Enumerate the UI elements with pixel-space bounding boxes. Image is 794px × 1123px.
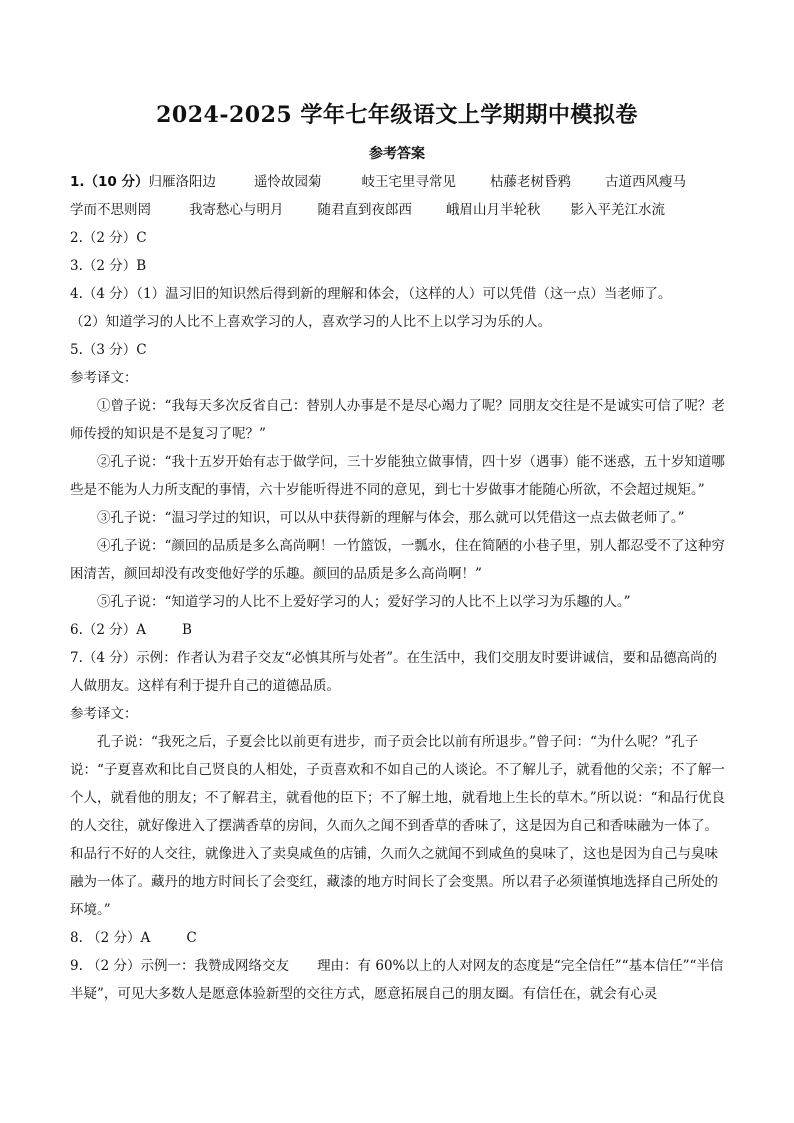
q1-answer-item: 古道西风瘦马 [605,174,687,190]
q3-answer: 3.（2 分）B [70,258,147,274]
q5-translation-item: ③孔子说：“温习学过的知识，可以从中获得新的理解与体会，那么就可以凭借这一点去做老师了。” [97,510,685,526]
q9-answer [70,952,726,1008]
q5-ref-label: 参考译文： [70,370,138,386]
q1-answer-item: 归雁洛阳边 [148,174,217,190]
page-title: 2024-2025 学年七年级语文上学期期中模拟卷 [156,102,638,128]
q7-answer: 7.（4 分）示例：作者认为君子交友“必慎其所与处者”。在生活中，我们交朋友时要讲诚信，要和品德高尚的人做朋友。这样有利于提升自己的道德品质。 [70,650,718,694]
q1-answer-item: 影入平羌江水流 [570,202,665,218]
q5-translation-item: ②孔子说：“我十五岁开始有志于做学问，三十岁能独立做事情，四十岁（遇事）能不迷惑，五十岁知道哪些是不能为人力所支配的事情，六十岁能听得进不同的意见，到七十岁做事才能随心所欲，不会超过规矩。” [70,454,725,498]
q1-answer-item: 岐王宅里寻常见 [361,174,457,190]
q1-row2 [70,196,726,224]
q1-answer-item: 我寄愁心与明月 [189,202,284,218]
q7-translation: 孔子说：“我死之后，子夏会比以前更有进步，而子贡会比以前有所退步。”曾子问：“为什么呢？”孔子说：“子夏喜欢和比自己贤良的人相处，子贡喜欢和不如自己的人谈论。不了解儿子，就看他的父亲；不了解一个人，就看他的朋友；不了解君主，就看他的臣下；不了解土地，就看地上生长的草木。”所以说：“和品行优良的人交往，就好像进入了摆满香草的房间，久而久之闻不到香草的香味了，这是因为自己和香味融为一体了。和品行不好的人交往，就像进入了卖臭咸鱼的店铺，久而久之就闻不到咸鱼的臭味了，这也是因为自己与臭味融为一体了。藏丹的地方时间长了会变红，藏漆的地方时间长了会变黑。所以君子必须谨慎地选择自己所处的环境。” [70,734,726,918]
q1-answer-item: 遥怜故园菊 [254,174,322,190]
q4-answer-line1: 4.（4 分）（1）温习旧的知识然后得到新的理解和体会，（这样的人）可以凭借（这一点）当老师了。 [70,286,672,302]
q8-second-choice: C [186,930,197,946]
q1-answer-item: 学而不思则罔 [70,202,151,218]
q5-translation-item: ④孔子说：“颜回的品质是多么高尚啊！一竹篮饭，一瓢水，住在简陋的小巷子里，别人都忍受不了这种穷困清苦，颜回却没有改变他好学的乐趣。颜回的品质是多么高尚啊！” [70,538,725,582]
q7-ref-label: 参考译文： [70,706,138,722]
q6-answer [70,616,726,644]
q8-label: 8. （2 分）A [70,930,151,946]
q6-label: 6.（2 分）A [70,622,147,638]
q9-label: 9. （2 分）示例一：我赞成网络交友 [70,958,290,974]
q5-answer: 5.（3 分）C [70,342,147,358]
q1-answer-item: 峨眉山月半轮秋 [446,202,541,218]
q6-second-choice: B [182,622,192,638]
q5-translation-item: ⑤孔子说：“知道学习的人比不上爱好学习的人；爱好学习的人比不上以学习为乐趣的人。” [97,594,631,610]
q9-reason: 理由：有 60%以上的人对网友的态度是“完全信任”“基本信任”“半信半疑”，可见大多数人是愿意体验新型的交往方式，愿意拓展自己的朋友圈。有信任在，就会有心灵 [70,958,724,1002]
q1-label: 1.（10 分） [70,174,149,190]
q1-answer-item: 枯藤老树昏鸦 [490,174,572,190]
q5-translation-item: ①曾子说：“我每天多次反省自己：替别人办事是不是尽心竭力了呢？同朋友交往是不是诚实可信了呢？老师传授的知识是不是复习了呢？” [70,398,725,442]
answer-body [70,168,726,1008]
q8-answer [70,924,726,952]
q4-answer-line2: （2）知道学习的人比不上喜欢学习的人，喜欢学习的人比不上以学习为乐的人。 [70,314,552,330]
q1-answer-item: 随君直到夜郎西 [317,202,412,218]
q1-row1 [70,168,726,196]
page-subtitle: 参考答案 [369,146,425,162]
q2-answer: 2.（2 分）C [70,230,147,246]
